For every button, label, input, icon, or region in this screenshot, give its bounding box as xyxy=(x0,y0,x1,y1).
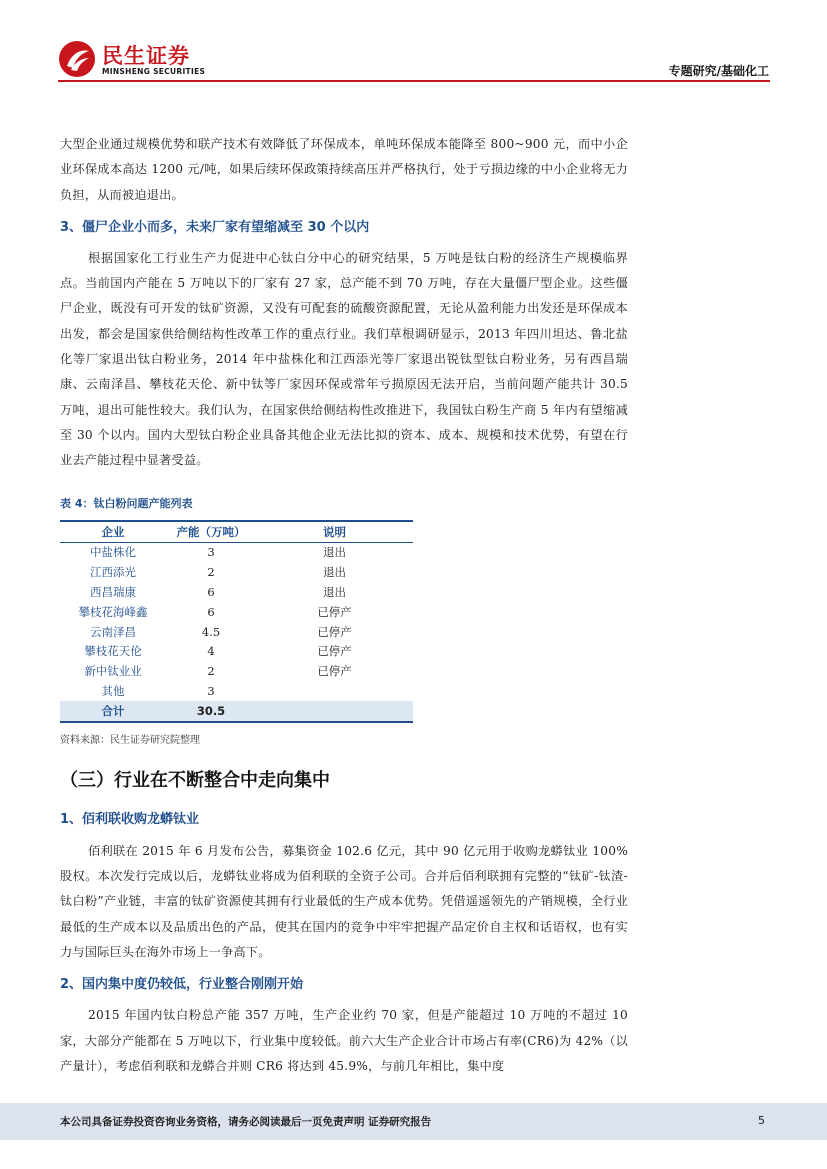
cell-capacity: 2 xyxy=(207,565,215,580)
cell-capacity: 4 xyxy=(207,644,215,659)
cell-company: 云南泽昌 xyxy=(90,624,136,639)
cell-capacity: 3 xyxy=(207,545,215,560)
table-total-row xyxy=(60,701,413,722)
cell-capacity: 2 xyxy=(207,664,215,679)
cell-note: 退出 xyxy=(323,545,346,560)
col-header-company: 企业 xyxy=(60,521,166,543)
sub2-paragraph: 2015 年国内钛白粉总产能 357 万吨，生产企业约 70 家，但是产能超过 10 万吨的不超过 10 家，大部分产能都在 5 万吨以下，行业集中度较低。前六大生产企业合计市场占有率(CR6)为 42%（以产量计），考虑佰利联和龙蟒合并则 CR6 将达到 45.9%，与前几年相比，集中度 xyxy=(60,1008,628,1073)
cell-capacity: 4.5 xyxy=(201,624,221,639)
cell-note: 已停产 xyxy=(317,644,352,659)
page-footer xyxy=(0,1103,827,1140)
cell-note: 退出 xyxy=(323,565,346,580)
table-row xyxy=(60,542,413,562)
brand-logo xyxy=(58,40,218,80)
table-row xyxy=(60,661,413,681)
cell-note xyxy=(256,681,413,701)
sub1-paragraph: 佰利联在 2015 年 6 月发布公告，募集资金 102.6 亿元，其中 90 亿元用于收购龙蟒钛业 100%股权。本次发行完成以后，龙蟒钛业将成为佰利联的全资子公司。合并后佰利联拥有完整的“钛矿-钛渣-钛白粉”产业链，丰富的钛矿资源使其拥有行业最低的生产成本优势。凭借遥遥领先的产销规模，全行业最低的生产成本以及品质出色的产品，使其在国内的竞争中牢牢把握产品定价自主权和话语权，也有实力与国际巨头在海外市场上一争高下。 xyxy=(60,843,628,959)
report-category: 专题研究/基础化工 xyxy=(668,64,769,78)
minsheng-logo-icon xyxy=(58,40,96,78)
cell-note: 退出 xyxy=(323,585,346,600)
table-row xyxy=(60,642,413,662)
cell-total-label: 合计 xyxy=(60,701,166,722)
cell-company: 攀枝花天伦 xyxy=(84,644,142,659)
cell-capacity: 6 xyxy=(207,585,215,600)
brand-name-cn: 民生证券 xyxy=(102,44,190,68)
table-row xyxy=(60,602,413,622)
table-row xyxy=(60,582,413,602)
cell-capacity: 3 xyxy=(207,684,215,699)
cell-capacity: 6 xyxy=(207,604,215,619)
page-header xyxy=(0,0,827,84)
table-header-row xyxy=(60,521,413,543)
cell-company: 西昌瑞康 xyxy=(90,585,136,600)
cell-total-capacity: 30.5 xyxy=(166,701,256,722)
brand-name-en: MINSHENG SECURITIES xyxy=(102,67,206,76)
section3-paragraph: 根据国家化工行业生产力促进中心钛白分中心的研究结果，5 万吨是钛白粉的经济生产规模临界点。当前国内产能在 5 万吨以下的厂家有 27 家，总产能不到 70 万吨，存在大量僵尸型企业。这些僵尸企业，既没有可开发的钛矿资源，又没有可配套的硫酸资源配置，无论从盈利能力出发还是环保成本出发，都会是国家供给侧结构性改革工作的重点行业。我们草根调研显示，2013 年四川坦达、鲁北盐化等厂家退出钛白粉业务，2014 年中盐株化和江西添光等厂家退出锐钛型钛白粉业务，另有西昌瑞康、云南泽昌、攀枝花天伦、新中钛等厂家因环保或常年亏损原因无法开启，当前问题产能共计 30.5 万吨，退出可能性较大。我们认为，在国家供给侧结构性改推进下，我国钛白粉生产商 5 年内有望缩减至 30 个以内。国内大型钛白粉企业具备其他企业无法比拟的资本、成本、规模和技术优势，有望在行业去产能过程中显著受益。 xyxy=(60,250,628,468)
footer-disclaimer: 本公司具备证券投资咨询业务资格，请务必阅读最后一页免责声明 证券研究报告 xyxy=(60,1116,432,1128)
section3-heading: 3、僵尸企业小而多，未来厂家有望缩减至 30 个以内 xyxy=(60,219,370,235)
table-row xyxy=(60,681,413,701)
table-row xyxy=(60,562,413,582)
part3-heading: （三）行业在不断整合中走向集中 xyxy=(60,769,330,791)
col-header-note: 说明 xyxy=(256,521,413,543)
cell-note: 已停产 xyxy=(317,624,352,639)
cell-company: 攀枝花海峰鑫 xyxy=(78,604,148,619)
page-number: 5 xyxy=(758,1114,765,1127)
cell-company: 其他 xyxy=(101,684,125,699)
cell-total-note xyxy=(256,701,413,722)
cell-company: 江西添光 xyxy=(90,565,136,580)
col-header-capacity: 产能（万吨） xyxy=(166,521,256,543)
intro-paragraph: 大型企业通过规模优势和联产技术有效降低了环保成本，单吨环保成本能降至 800~900 元，而中小企业环保成本高达 1200 元/吨，如果后续环保政策持续高压并严格执行，处于亏损边缘的中小企业将无力负担，从而被迫退出。 xyxy=(60,137,628,202)
report-body xyxy=(60,132,628,1079)
sub1-heading: 1、佰利联收购龙蟒钛业 xyxy=(60,811,200,827)
cell-company: 新中钛业业 xyxy=(84,664,142,679)
table-row xyxy=(60,622,413,642)
header-divider xyxy=(58,80,770,82)
table-caption: 表 4：钛白粉问题产能列表 xyxy=(60,496,193,510)
cell-note: 已停产 xyxy=(317,604,352,619)
cell-company: 中盐株化 xyxy=(90,545,136,560)
cell-note: 已停产 xyxy=(317,664,352,679)
table-source: 资料来源：民生证券研究院整理 xyxy=(60,734,200,746)
capacity-table xyxy=(60,520,413,723)
sub2-heading: 2、国内集中度仍较低，行业整合刚刚开始 xyxy=(60,977,304,993)
